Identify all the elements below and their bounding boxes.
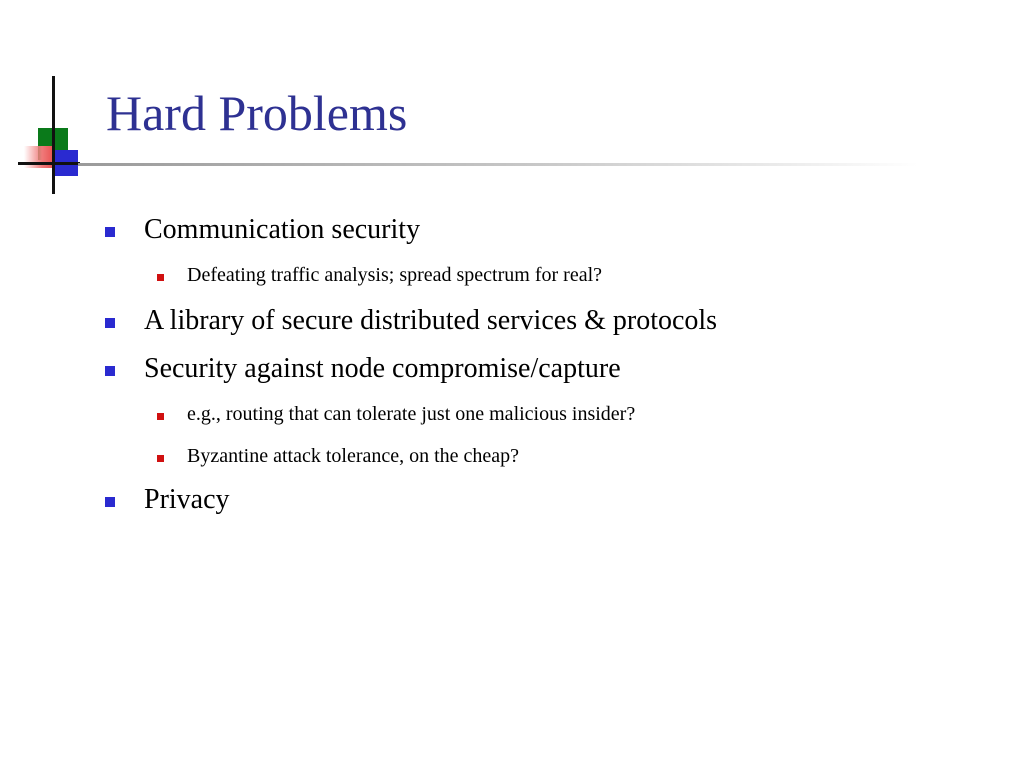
square-bullet-icon: [105, 366, 115, 376]
bullet-item: [144, 484, 230, 516]
square-bullet-icon: [105, 227, 115, 237]
bullet-text: Communication security: [144, 214, 421, 245]
bullet-text: Security against node compromise/capture: [144, 353, 621, 384]
square-bullet-icon: [157, 455, 164, 462]
crosshair-logo-icon: [0, 0, 110, 200]
sub-bullet-text: Defeating traffic analysis; spread spectrum for real?: [187, 264, 602, 286]
square-bullet-icon: [157, 413, 164, 420]
square-bullet-icon: [105, 318, 115, 328]
logo-horizontal-line: [18, 162, 80, 165]
bullet-item: [144, 305, 717, 337]
slide-title: Hard Problems: [106, 85, 408, 141]
square-bullet-icon: [105, 497, 115, 507]
square-bullet-icon: [157, 274, 164, 281]
bullet-item: [144, 214, 420, 246]
sub-bullet-item: [187, 445, 519, 468]
sub-bullet-text: Byzantine attack tolerance, on the cheap?: [187, 445, 520, 467]
sub-bullet-item: [187, 403, 635, 426]
title-divider: [78, 163, 918, 166]
bullet-text: Privacy: [144, 484, 230, 515]
bullet-item: [144, 353, 621, 385]
bullet-text: A library of secure distributed services & protocols: [144, 305, 718, 336]
sub-bullet-text: e.g., routing that can tolerate just one malicious insider?: [187, 403, 636, 425]
sub-bullet-item: [187, 264, 602, 287]
logo-vertical-line: [52, 76, 55, 194]
